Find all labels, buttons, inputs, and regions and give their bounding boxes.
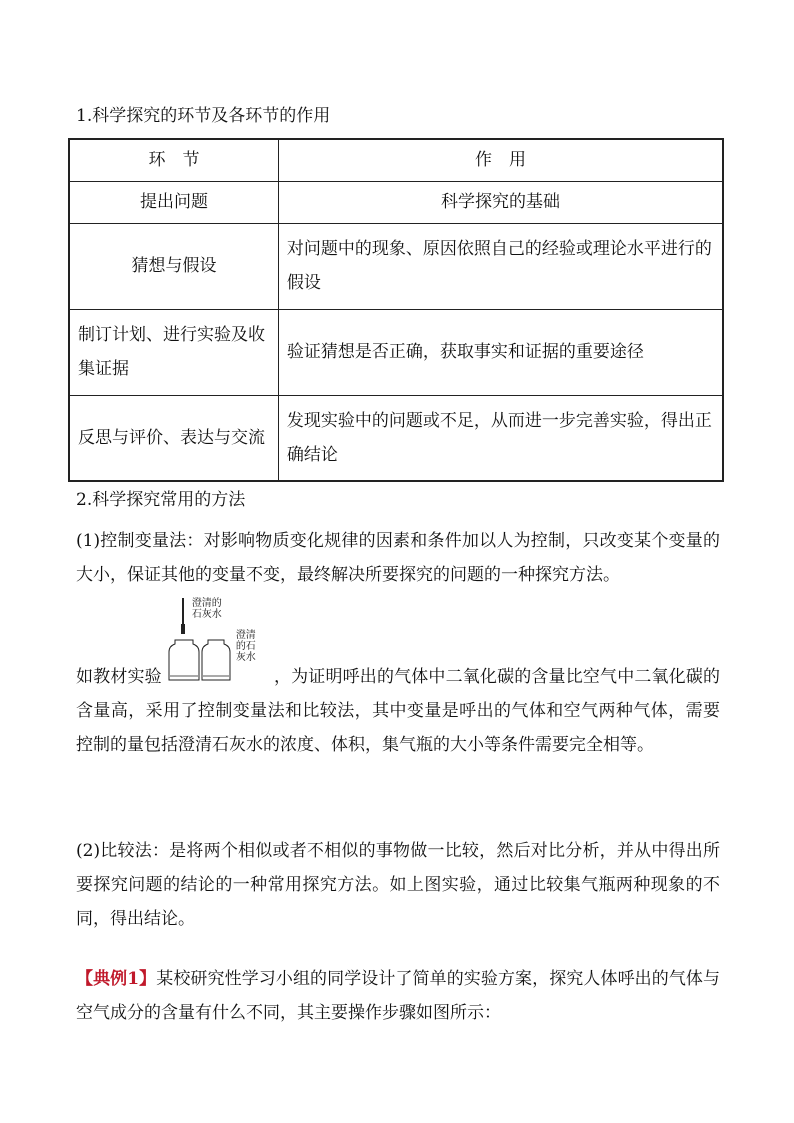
table-row [69, 181, 723, 223]
dropper-label [192, 598, 222, 620]
bottle-label-text: 澄清 的石 灰水 [235, 630, 256, 663]
row-role: 对问题中的现象、原因依照自己的经验或理论水平进行的假设 [278, 223, 723, 309]
header-step: 环 节 [69, 139, 278, 181]
row-step: 制订计划、进行实验及收集证据 [69, 309, 278, 395]
row-step: 提出问题 [69, 181, 278, 223]
row-role: 发现实验中的问题或不足，从而进一步完善实验，得出正确结论 [278, 395, 723, 481]
table-header-row [69, 139, 723, 181]
example-paragraph [76, 962, 720, 1030]
section2-heading: 2.科学探究常用的方法 [76, 490, 246, 510]
table-row [69, 309, 723, 395]
comparison-paragraph: (2)比较法：是将两个相似或者不相似的事物做一比较，然后对比分析，并从中得出所要探究问题的结论的一种常用探究方法。如上图实验，通过比较集气瓶两种现象的不同，得出结论。 [76, 841, 720, 929]
steps-table [68, 138, 724, 482]
bottle-label [236, 630, 256, 663]
example-tag: 【典例1】 [76, 969, 157, 989]
limewater-bottles-figure [166, 598, 270, 688]
row-role: 验证猜想是否正确，获取事实和证据的重要途径 [278, 309, 723, 395]
para2-prefix: 如教材实验 [76, 667, 162, 687]
row-role: 科学探究的基础 [278, 181, 723, 223]
para2-suffix: ，为证明呼出的气体中二氧化碳的含量比空气中二氧化碳的含量高，采用了控制变量法和比较法，其中变量是呼出的气体和空气两种气体，需要控制的量包括澄清石灰水的浓度、体积，集气瓶的大小等条件需要完全相等。 [76, 667, 721, 755]
row-step: 反思与评价、表达与交流 [69, 395, 278, 481]
control-variable-paragraph: (1)控制变量法：对影响物质变化规律的因素和条件加以人为控制，只改变某个变量的大小，保证其他的变量不变，最终解决所要探究的问题的一种探究方法。 [76, 531, 720, 585]
example-text: 某校研究性学习小组的同学设计了简单的实验方案，探究人体呼出的气体与空气成分的含量有什么不同，其主要操作步骤如图所示： [76, 969, 720, 1023]
table-row [69, 395, 723, 481]
textbook-experiment-paragraph [76, 598, 721, 762]
table-row [69, 223, 723, 309]
row-step: 猜想与假设 [69, 223, 278, 309]
section1-heading: 1.科学探究的环节及各环节的作用 [76, 106, 331, 126]
header-role: 作 用 [278, 139, 723, 181]
dropper-label-text: 澄清的 石灰水 [191, 598, 222, 620]
